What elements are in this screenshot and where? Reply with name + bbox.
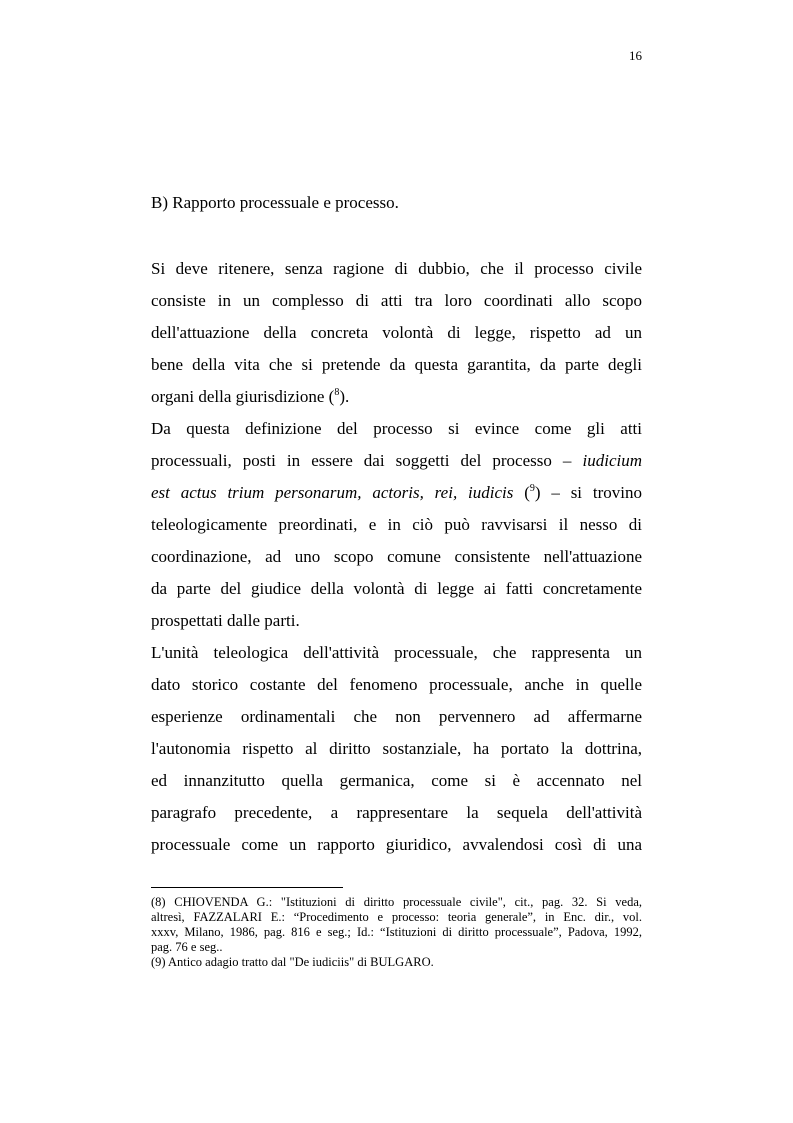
footnote-line: (9) Antico adagio tratto dal "De iudiciis" di BULGARO.: [151, 955, 434, 969]
footnotes: [151, 895, 642, 970]
text-line: da parte del giudice della volontà di legge ai fatti concretamente: [151, 579, 642, 598]
text-line: dell'attuazione della concreta volontà di legge, rispetto ad un: [151, 323, 642, 342]
text-line: dato storico costante del fenomeno processuale, anche in quelle: [151, 675, 642, 694]
text-line: paragrafo precedente, a rappresentare la sequela dell'attività: [151, 803, 642, 822]
text-segment: ).: [339, 387, 350, 406]
text-line: coordinazione, ad uno scopo comune consistente nell'attuazione: [151, 547, 642, 566]
text-segment: organi della giurisdizione (: [151, 387, 335, 406]
footnote-line: xxxv, Milano, 1986, pag. 816 e seg.; Id.: “Istituzioni di diritto processuale”, Padova, 1992,: [151, 925, 642, 939]
text-line: [151, 477, 642, 509]
text-line: l'autonomia rispetto al diritto sostanziale, ha portato la dottrina,: [151, 739, 642, 758]
text-line: [151, 445, 642, 477]
footnote-separator: [151, 887, 343, 888]
footnote-ref-9: 9: [529, 483, 535, 494]
text-line: ed innanzitutto quella germanica, come si è accennato nel: [151, 771, 642, 790]
text-line: processuale come un rapporto giuridico, avvalendosi così di una: [151, 835, 642, 854]
footnote-line: (8) CHIOVENDA G.: "Istituzioni di diritto processuale civile", cit., pag. 32. Si veda,: [151, 895, 642, 909]
text-line: [151, 381, 642, 413]
text-line: consiste in un complesso di atti tra loro coordinati allo scopo: [151, 291, 642, 310]
text-line: prospettati dalle parti.: [151, 611, 300, 630]
text-line: L'unità teleologica dell'attività processuale, che rappresenta un: [151, 643, 642, 662]
text-segment: ) – si trovino: [534, 483, 642, 502]
text-line: esperienze ordinamentali che non pervennero ad affermarne: [151, 707, 642, 726]
footnote-line: altresì, FAZZALARI E.: “Procedimento e processo: teoria generale”, in Enc. dir., vol.: [151, 910, 642, 924]
page-number: 16: [629, 48, 642, 63]
latin-quote: est actus trium personarum, actoris, rei, iudicis: [151, 483, 514, 502]
text-line: bene della vita che si pretende da questa garantita, da parte degli: [151, 355, 642, 374]
body-text: [151, 253, 642, 861]
text-segment: processuali, posti in essere dai soggetti del processo –: [151, 451, 583, 470]
footnote-ref-8: 8: [334, 387, 340, 398]
section-heading: B) Rapporto processuale e processo.: [151, 193, 399, 212]
footnote-line: pag. 76 e seg..: [151, 940, 223, 954]
text-line: Si deve ritenere, senza ragione di dubbio, che il processo civile: [151, 259, 642, 278]
latin-quote: iudicium: [582, 451, 642, 470]
text-line: teleologicamente preordinati, e in ciò può ravvisarsi il nesso di: [151, 515, 642, 534]
text-segment: (: [513, 483, 530, 502]
text-line: Da questa definizione del processo si evince come gli atti: [151, 419, 642, 438]
